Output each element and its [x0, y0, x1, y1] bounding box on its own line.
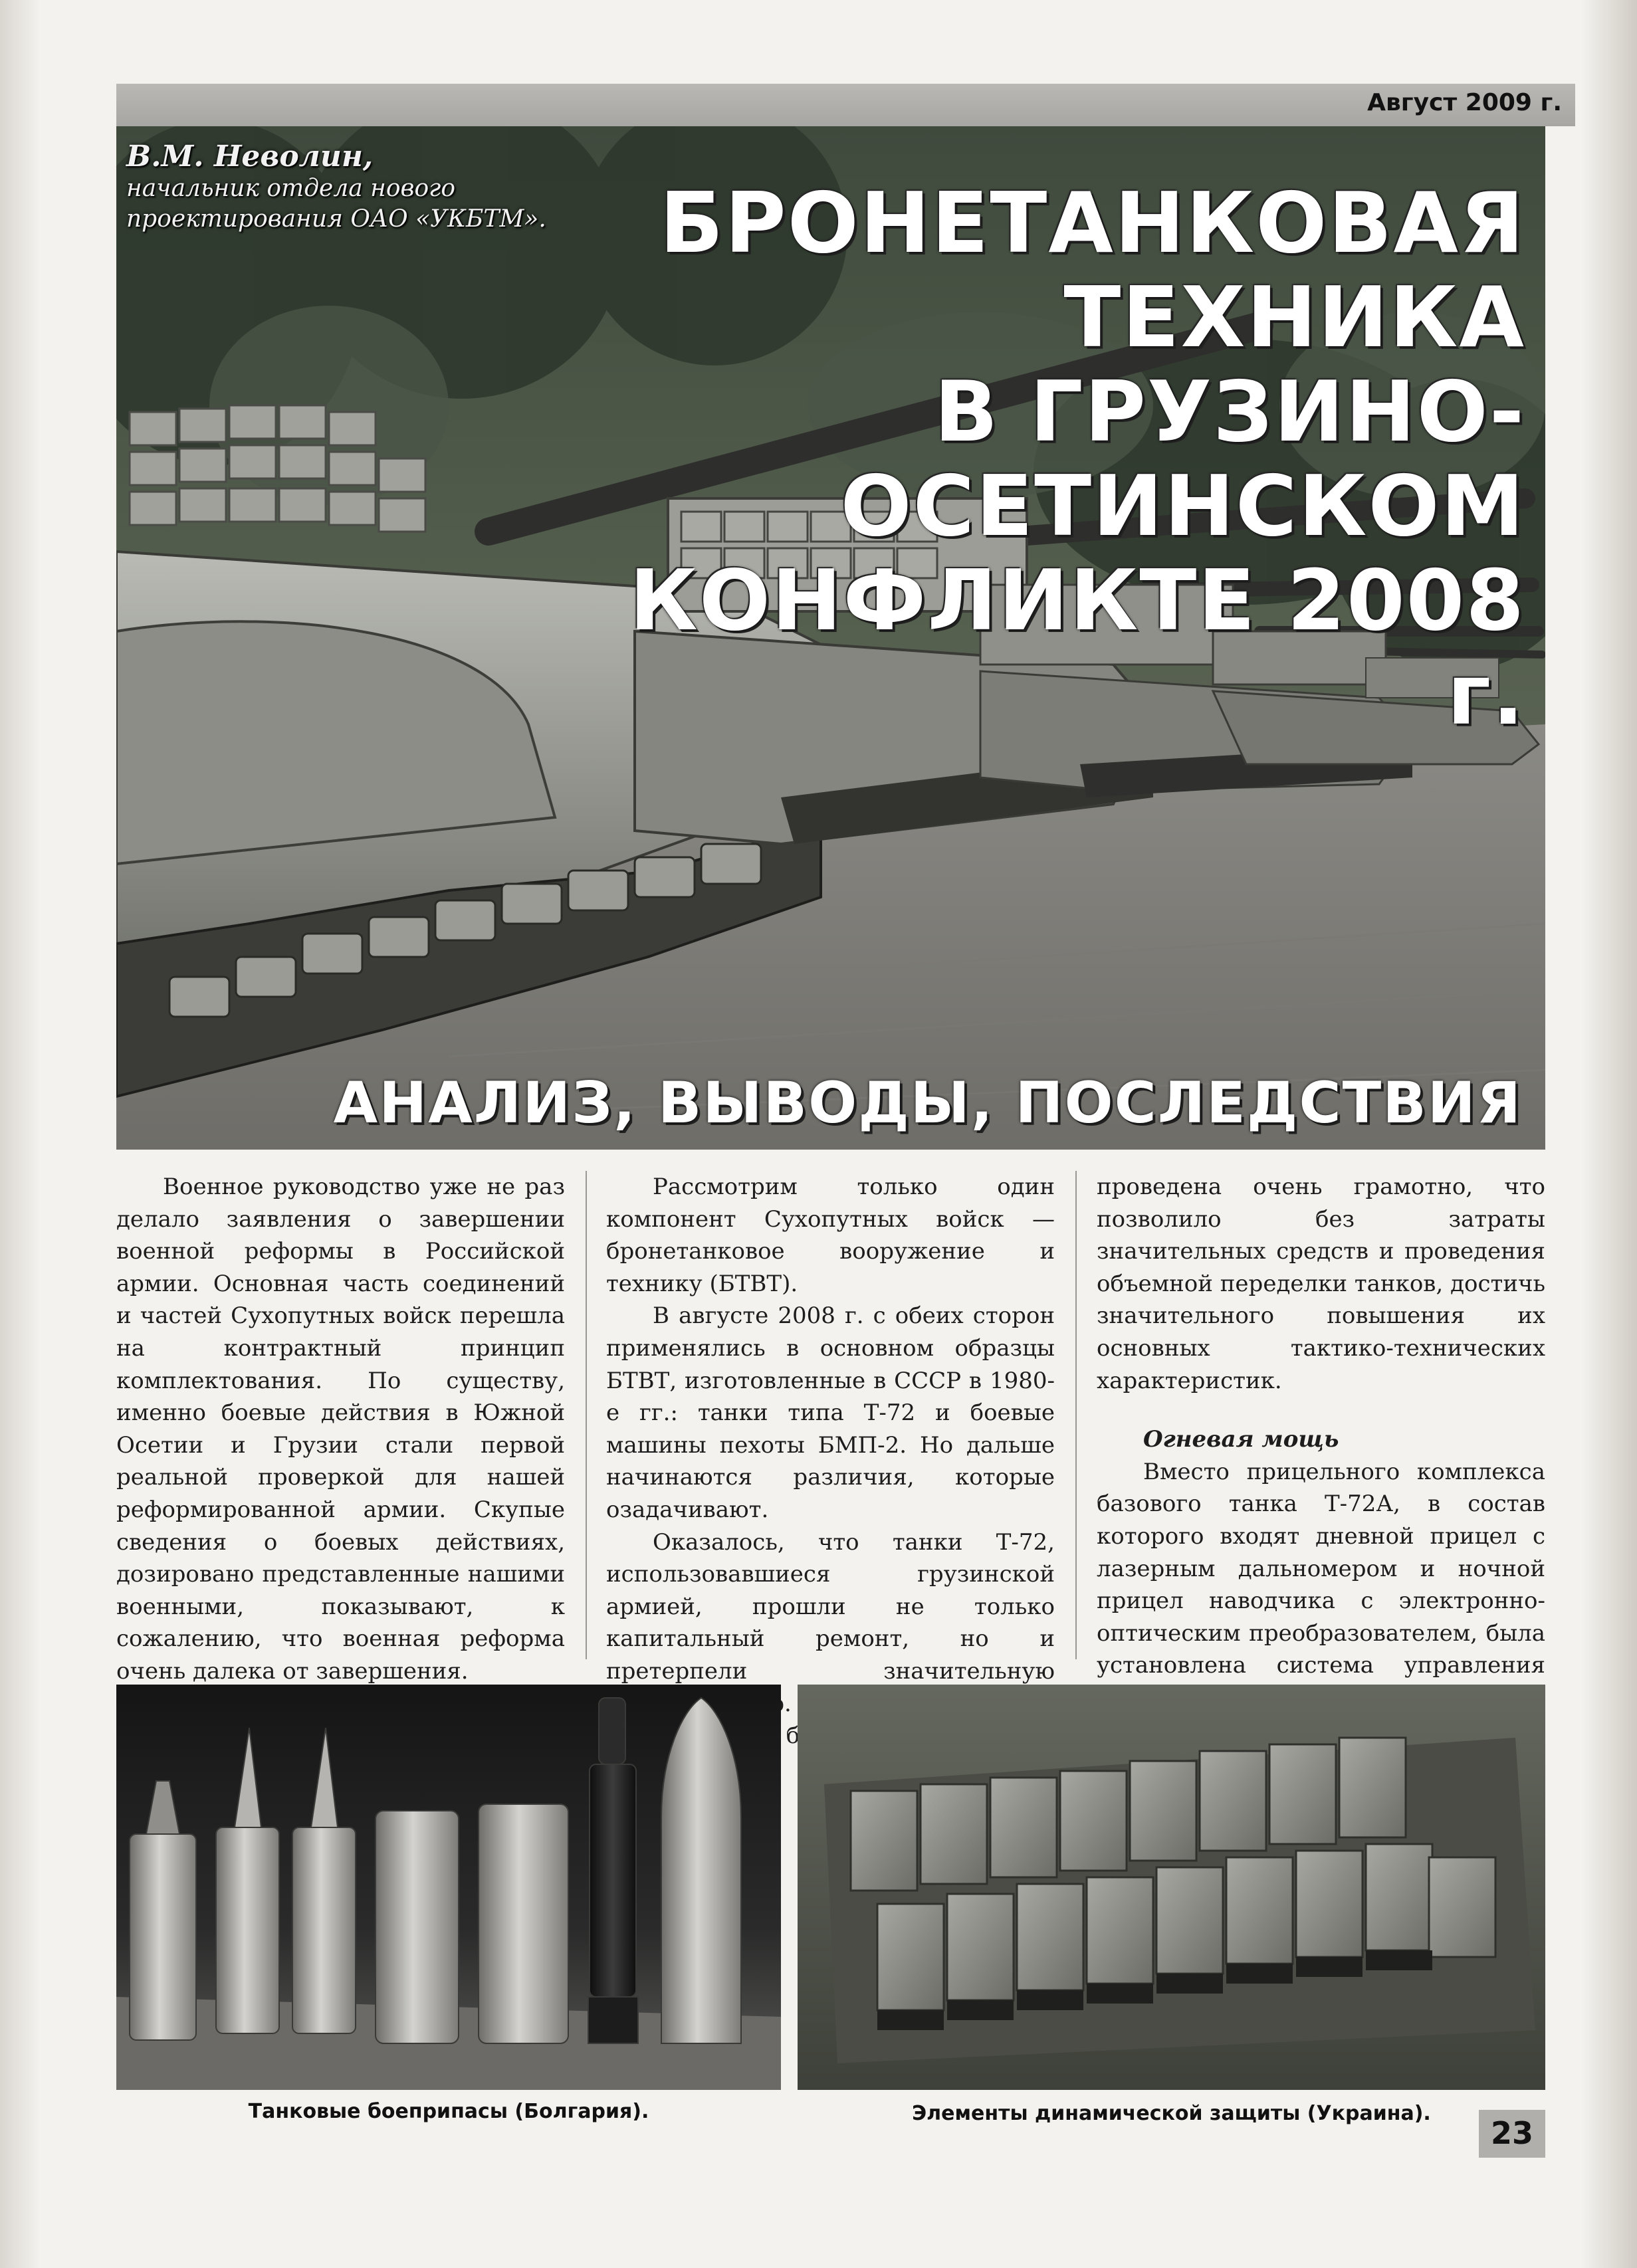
author-role-line-1: начальник отдела нового: [126, 175, 456, 202]
article-subtitle: АНАЛИЗ, ВЫВОДЫ, ПОСЛЕДСТВИЯ: [333, 1070, 1522, 1136]
paragraph: Военное руководство уже не раз делало заявления о завершении военной реформы в Российской армии. Основная часть соединений и частей Сухопутных войск перешла на контрактный принцип комплектования. По существу, именно боевые действия в Южной Осетии и Грузии стали первой реальной проверкой для нашей реформированной армии. Скупые сведения о боевых действиях, дозировано представленные нашими военными, показывают, к сожалению, что военная реформа очень далека от завершения.: [116, 1174, 565, 1685]
column-divider: [586, 1171, 587, 1659]
hero-photo: [116, 126, 1545, 1150]
era-blocks-caption: Элементы динамической защиты (Украина).: [912, 2102, 1431, 2125]
issue-date: Август 2009 г.: [1367, 89, 1562, 116]
paragraph: проведена очень грамотно, что позволило без затраты значительных средств и проведения объемной переделки танков, достичь значительного повышения их основных тактико-технических характеристик.: [1097, 1174, 1545, 1394]
era-blocks-photo: [798, 1685, 1545, 2090]
article-title: [595, 176, 1525, 742]
article-title-line-1: БРОНЕТАНКОВАЯ ТЕХНИКА: [659, 174, 1525, 366]
page-number: 23: [1490, 2115, 1533, 2151]
explosive-reactive-armor-image: [798, 1685, 1545, 2090]
column-divider: [1075, 1171, 1077, 1659]
page-number-box: [1479, 2110, 1545, 2158]
author-name: В.М. Неволин,: [126, 140, 374, 173]
text-column-1: [116, 1171, 565, 1688]
paragraph: Оказалось, что танки Т-72, использовавшиеся грузинской армией, прошли не только капитальный ремонт, но и претерпели значительную: [606, 1528, 1055, 1685]
text-column-2: [606, 1171, 1055, 1752]
header-bar: [116, 84, 1575, 126]
author-role-line-2: проектирования ОАО «УКБТМ».: [126, 205, 546, 233]
article-title-line-2: В ГРУЗИНО-ОСЕТИНСКОМ: [840, 363, 1525, 555]
ammunition-photo: [116, 1685, 781, 2090]
paragraph: Вместо прицельного комплекса базового танка Т-72А, в состав которого входят дневной прицел с лазерным дальномером и ночной прицел наводчика с электронно-оптическим преобразователем, была установлена система управления: [1097, 1458, 1545, 1679]
ammunition-caption: Танковые боеприпасы (Болгария).: [248, 2100, 649, 2123]
paragraph: В августе 2008 г. с обеих сторон применялись в основном образцы БТВТ, изготовленные в СССР в 1980-е гг.: танки типа Т-72 и боевые машины пехоты БМП-2. Но дальше начинаются различия, которые озадачивают.: [606, 1302, 1055, 1523]
text-column-3: [1097, 1171, 1545, 1714]
section-heading: Огневая мощь: [1143, 1426, 1339, 1453]
paragraph: Рассмотрим только один компонент Сухопутных войск — бронетанковое вооружение и технику (БТВТ).: [606, 1174, 1055, 1297]
article-title-line-3: КОНФЛИКТЕ 2008 г.: [629, 552, 1525, 744]
author-byline: [126, 140, 618, 235]
tank-ammunition-image: [116, 1685, 781, 2090]
article-body: [116, 1171, 1545, 1685]
